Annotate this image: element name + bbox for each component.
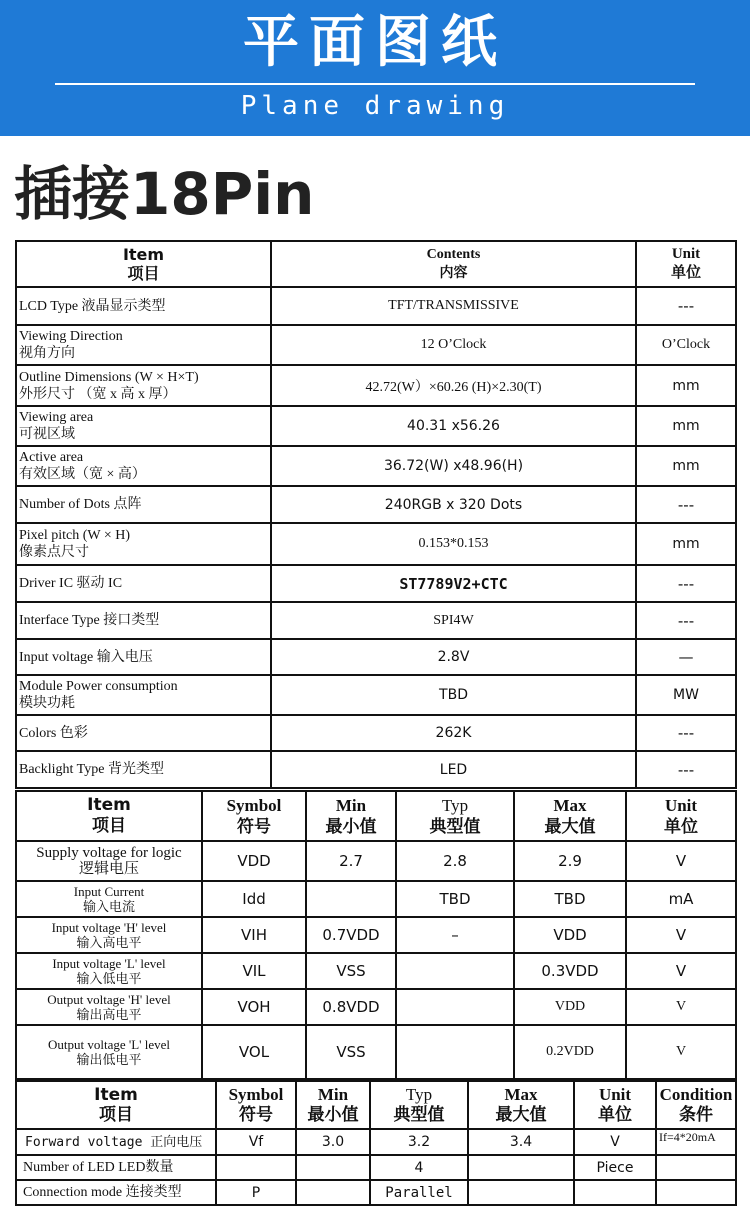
row-label: Viewing Direction 视角方向: [16, 325, 271, 365]
row-label: Active area 有效区域（宽 × 高）: [16, 446, 271, 486]
row-label: Forward voltage 正向电压: [16, 1129, 216, 1155]
header-min: Min 最小值: [306, 791, 396, 841]
row-unit: MW: [636, 675, 736, 715]
row-label: Viewing area 可视区域: [16, 406, 271, 446]
header-unit: Unit 单位: [636, 241, 736, 287]
row-label: Number of Dots 点阵: [16, 486, 271, 523]
header-max: Max 最大值: [468, 1081, 574, 1129]
table-row: [16, 841, 736, 881]
electrical-table-header: [16, 791, 736, 841]
cell-max: [468, 1155, 574, 1180]
header-typ: Typ 典型值: [396, 791, 514, 841]
row-label: Supply voltage for logic 逻辑电压: [16, 841, 202, 881]
row-unit: mm: [636, 365, 736, 406]
row-unit: ---: [636, 486, 736, 523]
cell-typ: [396, 1025, 514, 1079]
header-unit: Unit 单位: [626, 791, 736, 841]
cell-condition: If=4*20mA: [656, 1129, 736, 1155]
row-label: Number of LED LED数量: [16, 1155, 216, 1180]
row-value: TFT/TRANSMISSIVE: [271, 287, 636, 325]
cell-typ: [396, 953, 514, 989]
row-unit: mm: [636, 523, 736, 565]
row-unit: ---: [636, 751, 736, 788]
cell-symbol: VDD: [202, 841, 306, 881]
spec-table-header: [16, 241, 736, 287]
cell-typ: [396, 989, 514, 1025]
table-row: [16, 675, 736, 715]
cell-condition: [656, 1180, 736, 1205]
cell-min: VSS: [306, 953, 396, 989]
cell-symbol: VIH: [202, 917, 306, 953]
row-value: 42.72(W）×60.26 (H)×2.30(T): [271, 365, 636, 406]
cell-unit: V: [626, 953, 736, 989]
row-unit: ---: [636, 565, 736, 602]
cell-max: VDD: [514, 917, 626, 953]
row-unit: ---: [636, 287, 736, 325]
table-row: [16, 446, 736, 486]
row-label: Output voltage 'L' level 输出低电平: [16, 1025, 202, 1079]
row-label: Module Power consumption 模块功耗: [16, 675, 271, 715]
cell-max: 2.9: [514, 841, 626, 881]
row-label: Driver IC 驱动 IC: [16, 565, 271, 602]
cell-symbol: VOH: [202, 989, 306, 1025]
cell-symbol: Vf: [216, 1129, 296, 1155]
cell-unit: V: [626, 841, 736, 881]
table-row: [16, 715, 736, 751]
row-value: 12 O’Clock: [271, 325, 636, 365]
row-value: 262K: [271, 715, 636, 751]
table-row: [16, 325, 736, 365]
banner-title: 平面图纸: [243, 10, 507, 75]
row-label: Outline Dimensions (W × H×T) 外形尺寸 （宽 x 高 x 厚）: [16, 365, 271, 406]
row-label: Backlight Type 背光类型: [16, 751, 271, 788]
table-row: [16, 953, 736, 989]
cell-min: [306, 881, 396, 917]
header-banner: [0, 0, 750, 136]
row-value: 36.72(W) x48.96(H): [271, 446, 636, 486]
table-row: [16, 989, 736, 1025]
cell-typ: 4: [370, 1155, 468, 1180]
row-label: Input Current 输入电流: [16, 881, 202, 917]
electrical-table: [15, 790, 737, 1080]
table-row: [16, 881, 736, 917]
header-max: Max 最大值: [514, 791, 626, 841]
header-item: Item 项目: [16, 241, 271, 287]
cell-min: [296, 1155, 370, 1180]
spec-table: [15, 240, 737, 789]
header-condition: Condition 条件: [656, 1081, 736, 1129]
cell-symbol: VOL: [202, 1025, 306, 1079]
row-label: Pixel pitch (W × H) 像素点尺寸: [16, 523, 271, 565]
cell-symbol: P: [216, 1180, 296, 1205]
row-unit: ---: [636, 602, 736, 639]
cell-min: 0.8VDD: [306, 989, 396, 1025]
cell-symbol: Idd: [202, 881, 306, 917]
cell-symbol: VIL: [202, 953, 306, 989]
cell-max: VDD: [514, 989, 626, 1025]
table-row: [16, 365, 736, 406]
table-row: [16, 639, 736, 675]
row-label: Connection mode 连接类型: [16, 1180, 216, 1205]
row-label: Input voltage 'L' level 输入低电平: [16, 953, 202, 989]
cell-typ: –: [396, 917, 514, 953]
header-unit: Unit 单位: [574, 1081, 656, 1129]
header-typ: Typ 典型值: [370, 1081, 468, 1129]
table-row: [16, 565, 736, 602]
row-label: Colors 色彩: [16, 715, 271, 751]
header-item: Item 项目: [16, 791, 202, 841]
table-row: [16, 917, 736, 953]
row-value: 2.8V: [271, 639, 636, 675]
row-unit: ---: [636, 715, 736, 751]
cell-typ: Parallel: [370, 1180, 468, 1205]
row-value: TBD: [271, 675, 636, 715]
row-label: Input voltage 输入电压: [16, 639, 271, 675]
row-unit: mm: [636, 446, 736, 486]
row-unit: mm: [636, 406, 736, 446]
cell-min: 0.7VDD: [306, 917, 396, 953]
table-row: [16, 1129, 736, 1155]
cell-min: VSS: [306, 1025, 396, 1079]
table-row: [16, 1180, 736, 1205]
cell-unit: V: [626, 1025, 736, 1079]
page-heading: 插接18Pin: [14, 160, 315, 228]
row-value: SPI4W: [271, 602, 636, 639]
cell-typ: TBD: [396, 881, 514, 917]
row-value: LED: [271, 751, 636, 788]
table-row: [16, 1025, 736, 1079]
header-item: Item 项目: [16, 1081, 216, 1129]
header-min: Min 最小值: [296, 1081, 370, 1129]
banner-divider: [55, 83, 695, 85]
row-value: 0.153*0.153: [271, 523, 636, 565]
row-unit: —: [636, 639, 736, 675]
table-row: [16, 406, 736, 446]
table-row: [16, 1155, 736, 1180]
backlight-table: [15, 1080, 737, 1206]
cell-symbol: [216, 1155, 296, 1180]
table-row: [16, 751, 736, 788]
row-label: Output voltage 'H' level 输出高电平: [16, 989, 202, 1025]
backlight-table-header: [16, 1081, 736, 1129]
cell-max: 0.3VDD: [514, 953, 626, 989]
cell-typ: 3.2: [370, 1129, 468, 1155]
row-value: 240RGB x 320 Dots: [271, 486, 636, 523]
cell-min: 3.0: [296, 1129, 370, 1155]
table-row: [16, 602, 736, 639]
table-row: [16, 486, 736, 523]
row-label: Input voltage 'H' level 输入高电平: [16, 917, 202, 953]
header-symbol: Symbol 符号: [202, 791, 306, 841]
cell-min: [296, 1180, 370, 1205]
cell-max: 0.2VDD: [514, 1025, 626, 1079]
cell-unit: V: [626, 989, 736, 1025]
cell-unit: V: [574, 1129, 656, 1155]
header-symbol: Symbol 符号: [216, 1081, 296, 1129]
cell-max: 3.4: [468, 1129, 574, 1155]
table-row: [16, 523, 736, 565]
row-value: 40.31 x56.26: [271, 406, 636, 446]
cell-unit: V: [626, 917, 736, 953]
banner-subtitle: Plane drawing: [240, 91, 510, 121]
row-label: Interface Type 接口类型: [16, 602, 271, 639]
row-unit: O’Clock: [636, 325, 736, 365]
cell-typ: 2.8: [396, 841, 514, 881]
cell-max: [468, 1180, 574, 1205]
cell-unit: [574, 1180, 656, 1205]
header-contents: Contents 内容: [271, 241, 636, 287]
cell-max: TBD: [514, 881, 626, 917]
cell-unit: mA: [626, 881, 736, 917]
cell-min: 2.7: [306, 841, 396, 881]
cell-unit: Piece: [574, 1155, 656, 1180]
row-value: ST7789V2+CTC: [271, 565, 636, 602]
row-label: LCD Type 液晶显示类型: [16, 287, 271, 325]
table-row: [16, 287, 736, 325]
cell-condition: [656, 1155, 736, 1180]
